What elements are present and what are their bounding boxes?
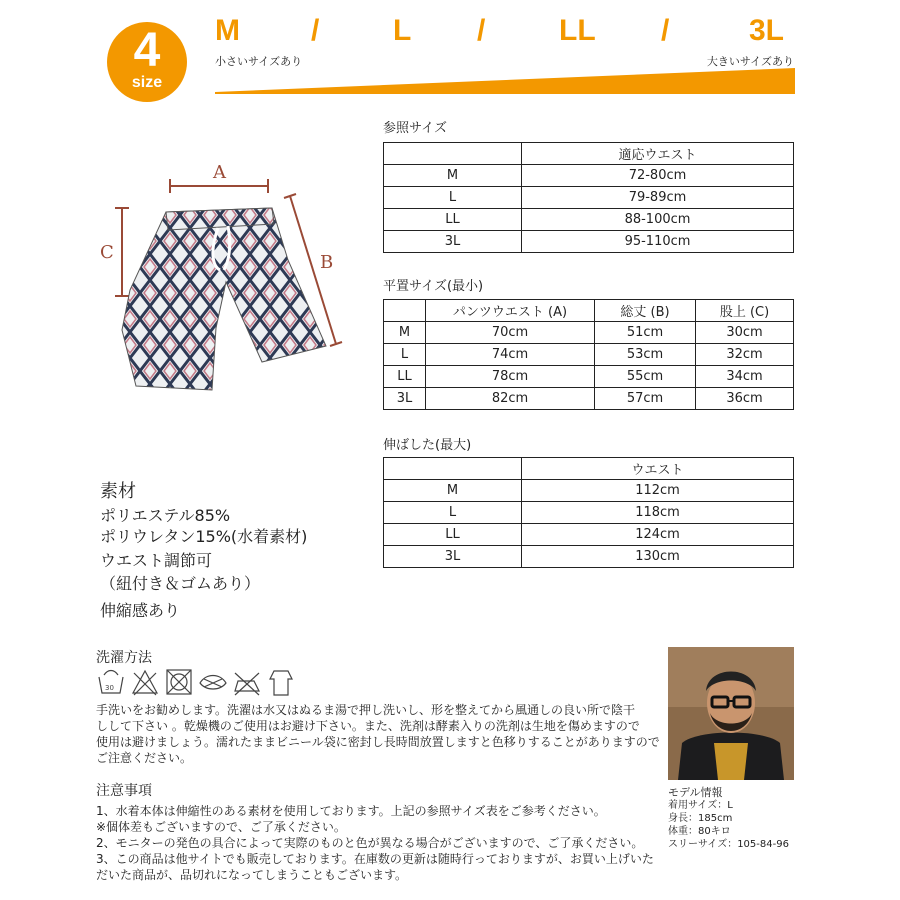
ref-size-table (383, 142, 794, 253)
material-title: 素材 (100, 481, 136, 502)
table-row (384, 502, 794, 524)
table-cell: L (384, 187, 522, 209)
model-info-line: スリーサイズ：105-84-96 (668, 839, 789, 850)
wash-icons (96, 667, 296, 697)
wash-text-line: しして下さい 。乾燥機のご使用はお避け下さい。また、洗剤は酵素入りの洗剤は生地を傷めますので (96, 719, 640, 733)
table-cell: パンツウエスト (A) (426, 300, 595, 322)
flat-size-title: 平置サイズ(最小) (383, 279, 484, 294)
table-cell: 34cm (696, 366, 794, 388)
size-m: M (215, 14, 240, 47)
model-info-line: 着用サイズ：L (668, 800, 733, 811)
orange-wedge-bar (215, 68, 795, 94)
line-dry-icon (270, 671, 292, 695)
table-row (384, 524, 794, 546)
material-line: ポリウレタン15%(水着素材) (100, 527, 308, 546)
model-info-title: モデル情報 (668, 786, 723, 799)
notes-text-line: 2、モニターの発色の具合によって実際のものと色が異なる場合がございますので、ご了承ください。 (96, 836, 644, 850)
net-wash-icon (200, 676, 226, 690)
size-l: L (393, 14, 412, 47)
large-size-note: 大きいサイズあり (706, 55, 794, 68)
table-row (384, 344, 794, 366)
no-tumble-dry-icon (167, 670, 191, 694)
table-cell: L (384, 344, 426, 366)
notes-text-line: 3、この商品は他サイトでも販売しております。在庫数の更新は随時行っておりますが、お買い上げいた (96, 852, 654, 866)
ref-size-title: 参照サイズ (383, 121, 447, 136)
size-ll: LL (559, 14, 596, 47)
model-photo (668, 647, 794, 780)
table-cell: 95-110cm (522, 231, 794, 253)
table-cell (384, 143, 522, 165)
wash-title: 洗濯方法 (96, 650, 152, 666)
shorts-diagram (100, 150, 360, 410)
table-cell: 112cm (522, 480, 794, 502)
table-cell: 78cm (426, 366, 595, 388)
table-cell: LL (384, 209, 522, 231)
table-cell: 適応ウエスト (522, 143, 794, 165)
size-lineup (215, 14, 795, 54)
table-cell: 82cm (426, 388, 595, 410)
small-size-note: 小さいサイズあり (215, 55, 303, 68)
table-header-row (384, 300, 794, 322)
size-separator: / (661, 14, 670, 47)
hand-wash-30-icon (99, 671, 123, 694)
table-header-row (384, 143, 794, 165)
table-cell: M (384, 480, 522, 502)
wash-text-line: 使用は避けましょう。濡れたままビニール袋に密封し長時間放置しますと色移りすることがありますので (96, 735, 660, 749)
notes-text-line: 1、水着本体は伸縮性のある素材を使用しております。上記の参照サイズ表をご参考ください。 (96, 804, 606, 818)
table-cell: L (384, 502, 522, 524)
table-row (384, 366, 794, 388)
material-line: ウエスト調節可 (100, 551, 213, 570)
table-row (384, 187, 794, 209)
svg-text:30: 30 (105, 684, 114, 692)
stretch-size-title: 伸ばした(最大) (383, 438, 472, 453)
table-cell: 総丈 (B) (595, 300, 696, 322)
notes-text-line: ※個体差もございますので、ご了承ください。 (96, 820, 346, 834)
table-row (384, 546, 794, 568)
table-cell: 118cm (522, 502, 794, 524)
table-cell: LL (384, 366, 426, 388)
table-header-row (384, 458, 794, 480)
table-row (384, 480, 794, 502)
badge-label: size (131, 74, 163, 91)
wash-text-line: ご注意ください。 (96, 751, 193, 765)
table-cell: 36cm (696, 388, 794, 410)
table-cell: 股上 (C) (696, 300, 794, 322)
material-line: （紐付き＆ゴムあり） (100, 574, 261, 593)
dimension-a-label: A (213, 162, 226, 183)
table-cell: 51cm (595, 322, 696, 344)
size-separator: / (477, 14, 486, 47)
flat-size-table (383, 299, 794, 410)
badge-number: 4 (133, 24, 161, 77)
table-cell: 72-80cm (522, 165, 794, 187)
table-cell: LL (384, 524, 522, 546)
table-cell: M (384, 165, 522, 187)
table-cell: 124cm (522, 524, 794, 546)
model-info-line: 身長：185cm (668, 813, 733, 824)
table-cell: 3L (384, 388, 426, 410)
dimension-b-label: B (320, 252, 334, 273)
table-cell: 88-100cm (522, 209, 794, 231)
table-cell: 3L (384, 546, 522, 568)
table-row (384, 388, 794, 410)
table-cell: 55cm (595, 366, 696, 388)
dimension-c-label: C (100, 242, 114, 263)
material-line: 伸縮感あり (100, 601, 181, 620)
size-separator: / (311, 14, 320, 47)
table-cell: 70cm (426, 322, 595, 344)
table-cell (384, 300, 426, 322)
table-cell (384, 458, 522, 480)
notes-title: 注意事項 (96, 783, 152, 799)
table-cell: 74cm (426, 344, 595, 366)
table-cell: 57cm (595, 388, 696, 410)
model-info-line: 体重：80キロ (668, 826, 731, 837)
table-cell: 53cm (595, 344, 696, 366)
table-cell: M (384, 322, 426, 344)
table-row (384, 209, 794, 231)
material-line: ポリエステル85% (100, 506, 231, 525)
no-iron-icon (235, 673, 259, 695)
table-cell: ウエスト (522, 458, 794, 480)
table-cell: 32cm (696, 344, 794, 366)
no-bleach-icon (133, 671, 157, 695)
stretch-size-table (383, 457, 794, 568)
table-row (384, 322, 794, 344)
size-count-badge (107, 22, 187, 102)
table-row (384, 165, 794, 187)
table-cell: 130cm (522, 546, 794, 568)
wash-text-line: 手洗いをお勧めします。洗濯は水又はぬるま湯で押し洗いし、形を整えてから風通しの良い所で陰干 (96, 703, 636, 717)
size-3l: 3L (749, 14, 785, 47)
notes-text-line: だいた商品が、品切れになってしまうこともございます。 (96, 868, 408, 882)
table-cell: 30cm (696, 322, 794, 344)
model-info (668, 786, 789, 851)
table-cell: 79-89cm (522, 187, 794, 209)
table-cell: 3L (384, 231, 522, 253)
table-row (384, 231, 794, 253)
